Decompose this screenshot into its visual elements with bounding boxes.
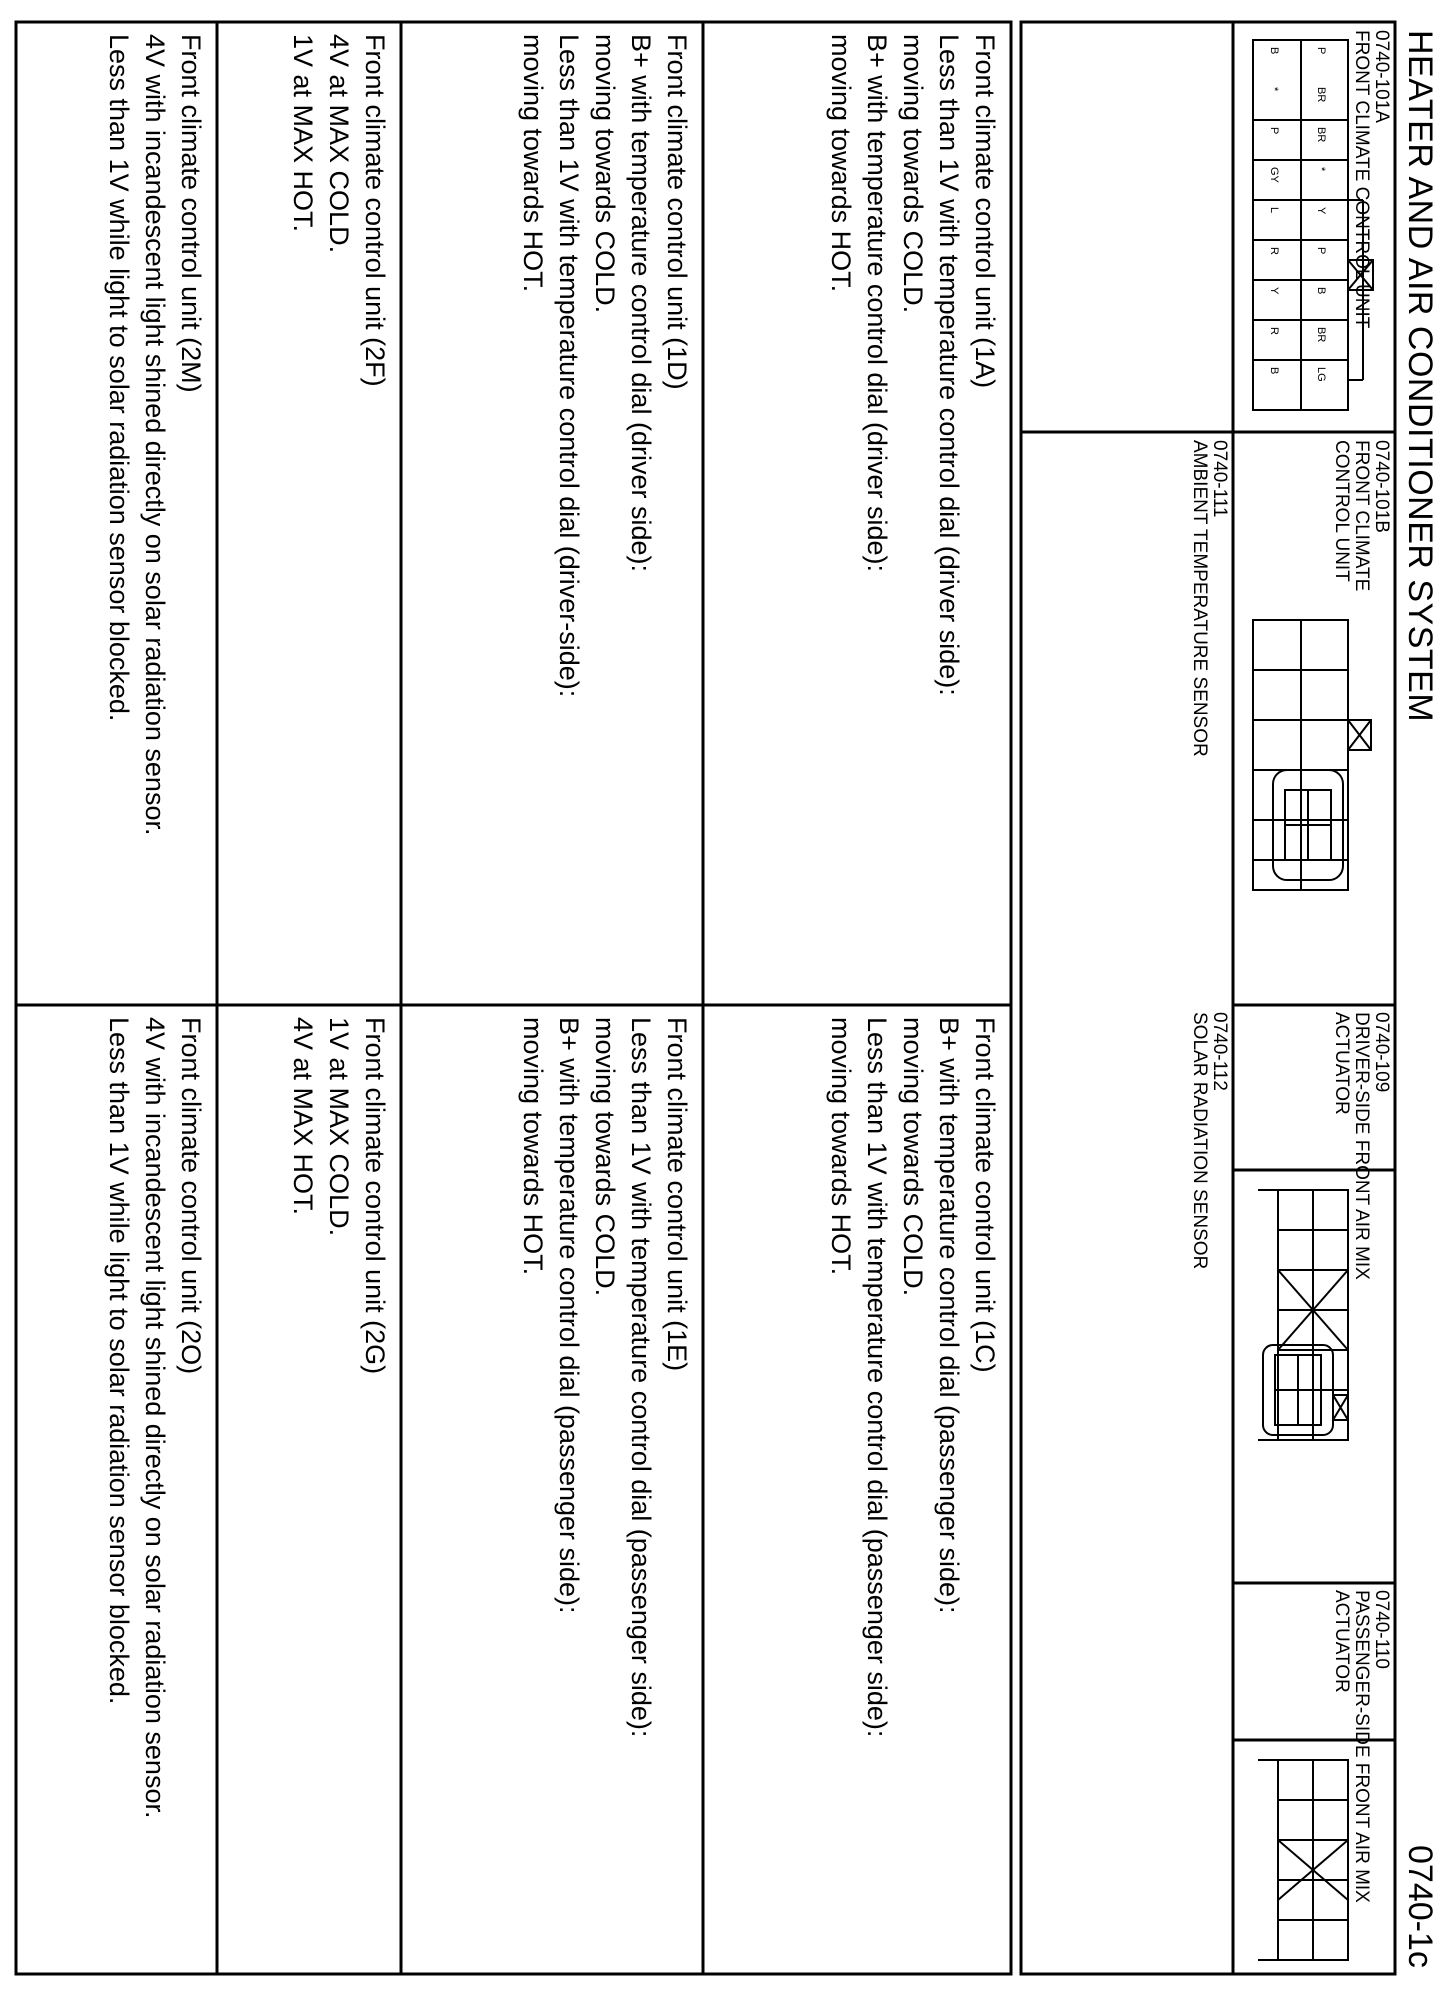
spec-line: 4V at MAX COLD. [324,34,354,254]
connector-code: 0740-101B [1371,440,1392,533]
wire-label: P [1315,47,1327,55]
spec-line: Less than 1V with temperature control dial (driver-side): [554,34,584,698]
connector-code: 0740-111 [1209,440,1230,518]
connector-101b-diagram [1253,620,1371,890]
spec-line: 4V with incandescent light shined directly on solar radiation sensor. [140,34,170,836]
wire-label: GY [1268,167,1280,183]
spec-1c [823,1017,1003,1737]
spec-title: Front climate control unit (1C) [970,1017,1000,1373]
spec-line: Less than 1V with temperature control dial (passenger side): [626,1017,656,1738]
spec-line: Less than 1V while light to solar radiation sensor blocked. [104,34,134,722]
wire-label: BR [1315,327,1327,343]
connector-101b [1331,440,1391,610]
wire-label: Y [1268,287,1280,295]
spec-line: B+ with temperature control dial (driver side): [626,34,656,572]
connector-110 [1331,1590,1391,1970]
wire-label: * [1315,167,1327,172]
spec-title: Front climate control unit (2M) [176,34,206,393]
spec-line: Less than 1V while light to solar radiation sensor blocked. [104,1017,134,1705]
connector-code: 0740-109 [1371,1012,1392,1093]
connector-name: SOLAR RADIATION SENSOR [1189,1012,1210,1270]
spec-line: Less than 1V with temperature control dial (driver side): [934,34,964,696]
spec-title: Front climate control unit (1A) [970,34,1000,389]
wire-label: L [1268,207,1280,214]
wire-label: R [1268,327,1280,335]
spec-line: Less than 1V with temperature control dial (passenger side): [862,1017,892,1738]
connector-name: FRONT CLIMATE CONTROL UNIT [1351,30,1372,329]
spec-line: moving towards COLD. [590,1017,620,1297]
page-title: HEATER AND AIR CONDITIONER SYSTEM [1401,30,1439,723]
spec-title: Front climate control unit (2G) [360,1017,390,1375]
spec-1e [515,1017,695,1737]
spec-title: Front climate control unit (2F) [360,34,390,387]
spec-line: moving towards HOT. [518,34,548,293]
spec-line: 4V at MAX HOT. [288,1017,318,1216]
connector-112 [1189,1012,1229,1552]
spec-line: B+ with temperature control dial (driver side): [862,34,892,572]
spec-line: 1V at MAX COLD. [324,1017,354,1237]
spec-line: moving towards HOT. [518,1017,548,1276]
spec-2o [101,1017,209,1818]
wire-label: BR [1315,87,1327,103]
connector-109 [1331,1012,1391,1332]
connector-111-diagram [1273,770,1343,880]
wire-label: B [1315,287,1327,295]
spec-title: Front climate control unit (2O) [176,1017,206,1375]
connector-code: 0740-110 [1371,1590,1392,1669]
wire-label: P [1268,127,1280,135]
connector-name: PASSENGER-SIDE FRONT AIR MIX ACTUATOR [1331,1590,1372,1903]
spec-line: moving towards COLD. [898,1017,928,1297]
spec-line: 1V at MAX HOT. [288,34,318,233]
spec-line: 4V with incandescent light shined directly on solar radiation sensor. [140,1017,170,1819]
spec-2g [285,1017,393,1374]
spec-1d [515,34,695,697]
spec-1a [823,34,1003,696]
spec-2m [101,34,209,835]
spec-2f [285,34,393,387]
wire-label: * [1268,87,1280,92]
connector-name: AMBIENT TEMPERATURE SENSOR [1189,440,1210,757]
connector-code: 0740-112 [1209,1012,1230,1091]
spec-line: B+ with temperature control dial (passenger side): [934,1017,964,1614]
wire-label: B [1268,367,1280,375]
wire-labels [1268,47,1327,382]
spec-line: B+ with temperature control dial (passenger side): [554,1017,584,1614]
connector-101a [1351,30,1391,430]
wire-label: BR [1315,127,1327,143]
wire-label: P [1315,247,1327,255]
wire-label: B [1268,47,1280,55]
wire-label: LG [1315,367,1327,382]
spec-line: moving towards COLD. [590,34,620,314]
wire-label: Y [1315,207,1327,215]
wire-label: R [1268,247,1280,255]
connector-111 [1189,440,1229,980]
page-number: 0740-1c [1401,1845,1439,1968]
connector-code: 0740-101A [1371,30,1392,123]
spec-line: moving towards HOT. [826,1017,856,1276]
spec-title: Front climate control unit (1E) [662,1017,692,1372]
spec-line: moving towards HOT. [826,34,856,293]
connector-name: DRIVER-SIDE FRONT AIR MIX ACTUATOR [1331,1012,1372,1280]
spec-title: Front climate control unit (1D) [662,34,692,390]
spec-line: moving towards COLD. [898,34,928,314]
connector-name: FRONT CLIMATE CONTROL UNIT [1331,440,1372,592]
